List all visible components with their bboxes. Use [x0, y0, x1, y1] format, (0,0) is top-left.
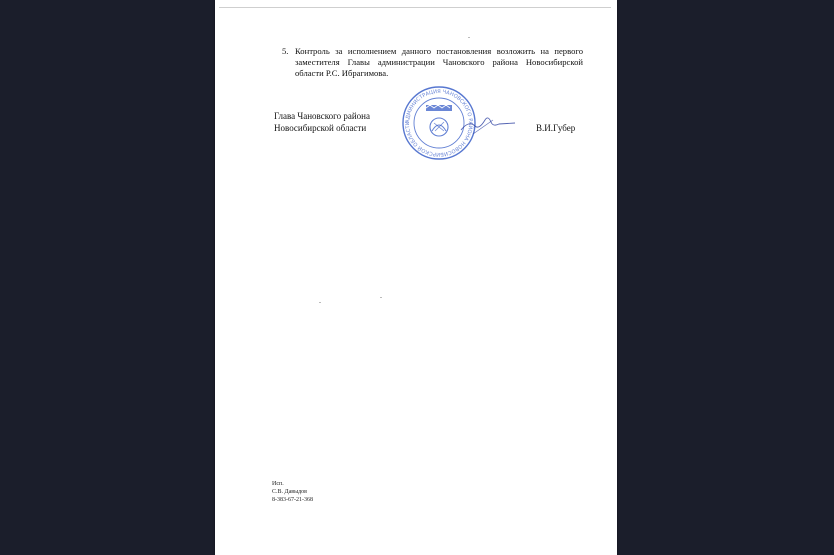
page-top-border	[219, 7, 611, 8]
signatory-title-line2: Новосибирской области	[274, 123, 367, 133]
clause-5	[282, 46, 583, 79]
signatory-title	[274, 110, 370, 134]
executor-label: Исп.	[272, 481, 284, 487]
scan-speck	[380, 297, 382, 298]
signatory-title-line1: Глава Чановского района	[274, 111, 370, 121]
document-page	[215, 0, 617, 555]
clause-text: Контроль за исполнением данного постановления возложить на первого заместителя Главы администрации Чановского района Новосибирской области Р.С. Ибрагимова.	[295, 46, 583, 78]
handwritten-signature-icon	[459, 112, 519, 142]
executor-phone: 8-383-67-21-368	[272, 497, 313, 503]
scan-speck	[319, 302, 321, 303]
clause-number: 5.	[282, 46, 289, 56]
executor-block	[272, 480, 313, 504]
executor-name: С.В. Давыдов	[272, 489, 308, 495]
signatory-name: В.И.Губер	[536, 123, 576, 133]
scan-speck	[468, 37, 470, 38]
seal-text: АДМИНИСТРАЦИЯ ЧАНОВСКОГО РАЙОНА НОВОСИБИРСКОЙ ОБЛАСТИ	[404, 88, 474, 158]
